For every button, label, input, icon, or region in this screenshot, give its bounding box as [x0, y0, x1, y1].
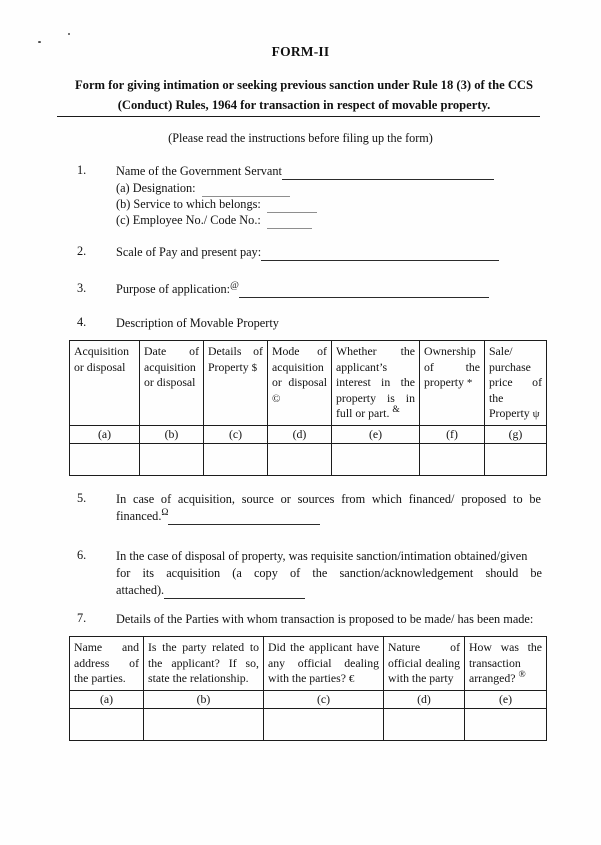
- table1-letter-g: (g): [485, 425, 547, 444]
- table2-cell-e[interactable]: [465, 709, 547, 741]
- table1-letter-d: (d): [268, 425, 332, 444]
- table1-header-d-text: Mode of acquisition or disposal: [272, 344, 327, 389]
- table1-header-e-text: Whether the applicant’s interest in the property is in full or part.: [336, 344, 415, 420]
- item-3-input-line[interactable]: [239, 286, 489, 298]
- table1-header-b-text: Date of acquisition or disposal: [144, 344, 199, 389]
- item-7-text: Details of the Parties with whom transaction is proposed to be made/ has been made:: [116, 612, 534, 626]
- item-1a-label: Designation:: [132, 181, 196, 195]
- table1-header-d-symbol: ©: [272, 392, 281, 405]
- item-6-input-line[interactable]: [164, 587, 305, 599]
- movable-property-table: [69, 340, 547, 476]
- table2-letter-a: (a): [70, 690, 144, 709]
- item-3-symbol: @: [230, 280, 239, 291]
- item-2-number: 2.: [77, 244, 87, 258]
- table1-header-cell-f: [420, 341, 485, 426]
- table2-header-b-text: Is the party related to the applicant? If so, state the relationship.: [148, 640, 259, 685]
- parties-details-table: [69, 636, 547, 741]
- item-1b-row: [116, 196, 536, 213]
- form-subtitle-line1: Form for giving intimation or seeking previous sanction under Rule 18 (3) of the CCS: [74, 78, 534, 92]
- title-divider: [57, 116, 540, 117]
- table-letter-row: [70, 425, 547, 444]
- table2-letter-b: (b): [144, 690, 264, 709]
- item-2-text: [116, 244, 541, 261]
- item-6-line3-label: attached).: [116, 583, 165, 597]
- scan-speck-icon: [68, 33, 70, 35]
- table1-letter-e: (e): [332, 425, 420, 444]
- table1-header-a-text: Acquisition or disposal: [74, 344, 130, 374]
- item-4-number: 4.: [77, 315, 87, 329]
- item-2-label: Scale of Pay and present pay:: [116, 245, 262, 259]
- table2-letter-e: (e): [465, 690, 547, 709]
- table1-cell-a[interactable]: [70, 444, 140, 476]
- item-5-input-line[interactable]: [168, 513, 320, 525]
- table1-header-f-text: Ownership of the property: [424, 344, 480, 389]
- table-header-row: [70, 637, 547, 691]
- table2-letter-c: (c): [264, 690, 384, 709]
- table2-header-cell-c: [264, 637, 384, 691]
- table2-letter-d: (d): [384, 690, 465, 709]
- table2-header-cell-e: [465, 637, 547, 691]
- form-title: FORM-II: [271, 44, 330, 59]
- item-1-number: 1.: [77, 163, 87, 177]
- item-4-text: Description of Movable Property: [116, 316, 279, 330]
- table1-letter-b: (b): [140, 425, 204, 444]
- table2-cell-a[interactable]: [70, 709, 144, 741]
- table1-header-cell-b: [140, 341, 204, 426]
- table2-header-cell-b: [144, 637, 264, 691]
- table1-cell-d[interactable]: [268, 444, 332, 476]
- item-1a-number: (a): [116, 181, 130, 195]
- table1-cell-e[interactable]: [332, 444, 420, 476]
- item-1-text: [116, 163, 536, 180]
- table2-cell-c[interactable]: [264, 709, 384, 741]
- item-1b-number: (b): [116, 197, 131, 211]
- item-6-line3: [116, 582, 542, 599]
- table1-header-cell-e: [332, 341, 420, 426]
- table-row: [70, 709, 547, 741]
- table2-header-c-text: Did the applicant have any official dealing with the parties?: [268, 640, 379, 685]
- table1-header-e-symbol: &: [392, 405, 400, 416]
- table1-header-c-symbol: $: [251, 361, 258, 374]
- table1-cell-c[interactable]: [204, 444, 268, 476]
- item-1c-label: Employee No./ Code No.:: [132, 213, 261, 227]
- item-2-input-line[interactable]: [261, 249, 499, 261]
- item-3-text: [116, 281, 541, 298]
- table1-letter-f: (f): [420, 425, 485, 444]
- item-1c-number: (c): [116, 213, 130, 227]
- item-6-line1: In the case of disposal of property, was requisite sanction/intimation obtained/given: [116, 549, 528, 563]
- item-1c-input-line[interactable]: [267, 217, 312, 229]
- table-letter-row: [70, 690, 547, 709]
- item-6-line2: for its acquisition (a copy of the sanction/acknowledgement should be: [116, 566, 542, 580]
- table1-header-f-symbol: *: [466, 377, 473, 389]
- item-1c-row: [116, 212, 536, 229]
- table1-letter-c: (c): [204, 425, 268, 444]
- form-subtitle-line2: (Conduct) Rules, 1964 for transaction in respect of movable property.: [117, 98, 491, 112]
- table1-header-g-text: Sale/ purchase price of the Property: [489, 344, 542, 420]
- table2-header-a-text: Name and address of the parties.: [74, 640, 139, 685]
- table1-header-cell-g: [485, 341, 547, 426]
- item-5-line2: [116, 508, 541, 525]
- table2-cell-d[interactable]: [384, 709, 465, 741]
- table2-header-cell-d: [384, 637, 465, 691]
- item-1b-label: Service to which belongs:: [133, 197, 261, 211]
- item-1a-row: [116, 180, 536, 197]
- table1-cell-b[interactable]: [140, 444, 204, 476]
- table1-header-c-text: Details of Property: [208, 344, 263, 374]
- table1-cell-g[interactable]: [485, 444, 547, 476]
- table2-header-cell-a: [70, 637, 144, 691]
- table2-cell-b[interactable]: [144, 709, 264, 741]
- item-1-input-line[interactable]: [282, 168, 494, 180]
- table2-header-e-text: How was the transaction arranged?: [469, 640, 542, 685]
- item-3-label: Purpose of application:: [116, 282, 231, 296]
- item-3-number: 3.: [77, 281, 87, 295]
- table1-header-g-symbol: ψ: [532, 408, 540, 420]
- table1-header-cell-d: [268, 341, 332, 426]
- table-header-row: [70, 341, 547, 426]
- table1-header-cell-c: [204, 341, 268, 426]
- item-6-number: 6.: [77, 548, 87, 562]
- item-5-number: 5.: [77, 491, 87, 505]
- scan-speck-icon: [38, 41, 41, 43]
- table2-header-c-symbol: €: [348, 673, 355, 685]
- instruction-note: (Please read the instructions before filing up the form): [168, 131, 433, 145]
- table2-header-e-symbol: ®: [518, 670, 526, 681]
- form-subtitle: [72, 75, 536, 115]
- table1-cell-f[interactable]: [420, 444, 485, 476]
- table2-header-d-text: Nature of official dealing with the party: [388, 640, 460, 685]
- table-row: [70, 444, 547, 476]
- item-7-number: 7.: [77, 611, 87, 625]
- table1-letter-a: (a): [70, 425, 140, 444]
- item-5-line1: In case of acquisition, source or sources from which financed/ proposed to be: [116, 492, 541, 506]
- item-5-symbol: Ω: [161, 507, 169, 518]
- item-1-label: Name of the Government Servant: [116, 164, 282, 178]
- table1-header-cell-a: [70, 341, 140, 426]
- item-5-line2-label: financed.: [116, 509, 162, 523]
